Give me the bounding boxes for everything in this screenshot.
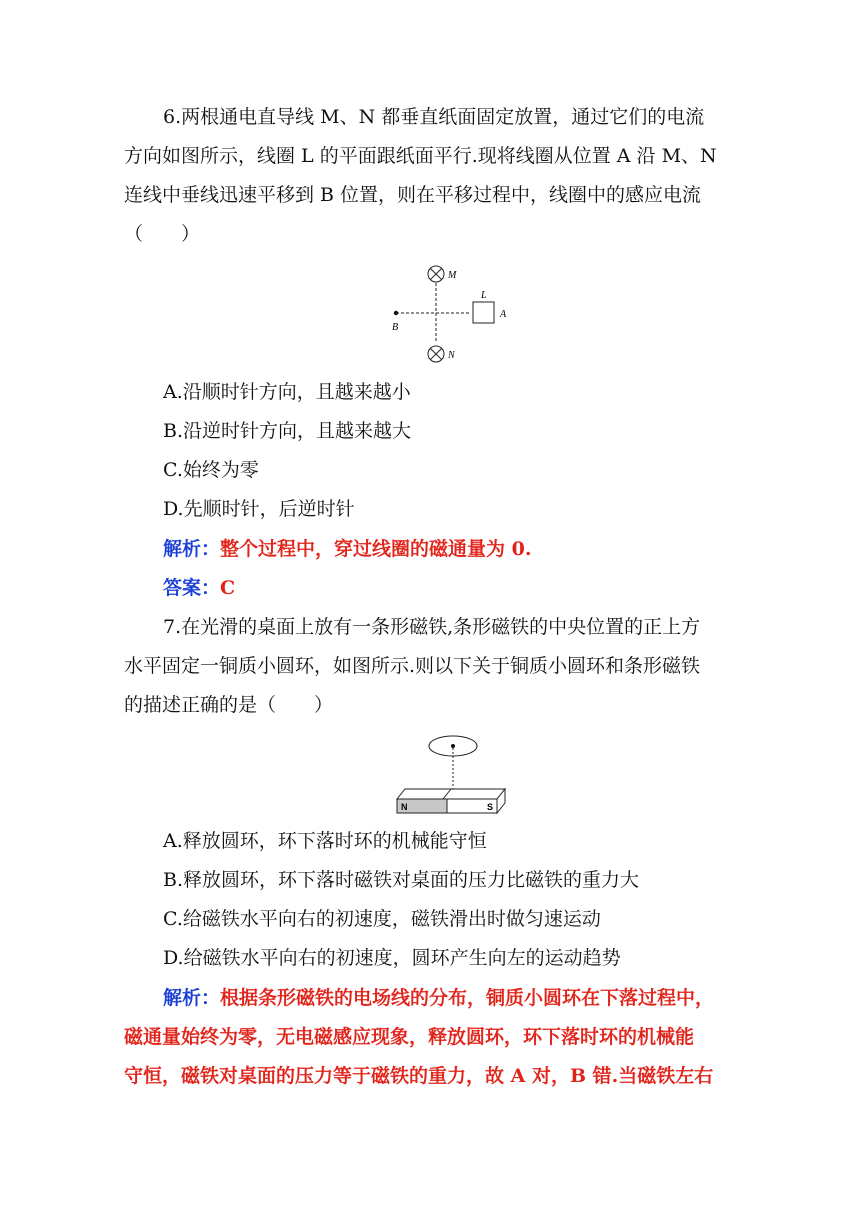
label-m: M <box>448 270 457 281</box>
q7-stem-line-1: 7.在光滑的桌面上放有一条形磁铁,条形磁铁的中央位置的正上方 <box>163 616 701 638</box>
label-north: N <box>401 802 408 812</box>
label-b: B <box>392 322 399 333</box>
label-south: S <box>487 802 494 812</box>
q6-option-d: D.先顺时针，后逆时针 <box>163 498 355 520</box>
q6-analysis <box>163 537 531 561</box>
ring-center-dot <box>451 744 455 748</box>
coil-l-square <box>473 302 494 323</box>
q7-option-a: A.释放圆环，环下落时环的机械能守恒 <box>163 830 487 852</box>
q7-analysis-line-1 <box>163 986 714 1010</box>
q6-answer-label: 答案： <box>163 577 221 599</box>
q7-analysis-line-2: 磁通量始终为零，无电磁感应现象，释放圆环，环下落时环的机械能 <box>124 1026 695 1048</box>
q6-figure <box>385 258 515 370</box>
q6-answer-text: C <box>220 577 236 599</box>
q7-figure <box>393 732 513 816</box>
wire-m-into-page-icon <box>428 266 444 282</box>
q7-analysis-label: 解析： <box>163 987 221 1009</box>
q6-option-c: C.始终为零 <box>163 459 259 481</box>
q6-option-a: A.沿顺时针方向，且越来越小 <box>163 381 411 403</box>
q6-option-b: B.沿逆时针方向，且越来越大 <box>163 420 412 442</box>
q7-option-d: D.给磁铁水平向右的初速度，圆环产生向左的运动趋势 <box>163 947 621 969</box>
label-a: A <box>500 309 507 320</box>
wire-n-into-page-icon <box>428 346 444 362</box>
q6-analysis-label: 解析： <box>163 538 221 560</box>
q7-option-b: B.释放圆环，环下落时磁铁对桌面的压力比磁铁的重力大 <box>163 869 640 891</box>
q7-stem-line-2: 水平固定一铜质小圆环，如图所示.则以下关于铜质小圆环和条形磁铁 <box>124 655 701 677</box>
q7-stem-line-3: 的描述正确的是（ ） <box>124 694 334 716</box>
label-l: L <box>481 290 487 301</box>
q7-option-c: C.给磁铁水平向右的初速度，磁铁滑出时做匀速运动 <box>163 908 601 930</box>
q6-stem-line-1: 6.两根通电直导线 M、N 都垂直纸面固定放置，通过它们的电流 <box>163 106 705 128</box>
q6-stem-line-2: 方向如图所示，线圈 L 的平面跟纸面平行.现将线圈从位置 A 沿 M、N <box>124 145 717 167</box>
q6-stem-line-3: 连线中垂线迅速平移到 B 位置，则在平移过程中，线圈中的感应电流 <box>124 184 702 206</box>
q6-analysis-text: 整个过程中，穿过线圈的磁通量为 0. <box>220 538 532 560</box>
q7-analysis-text-1: 根据条形磁铁的电场线的分布，铜质小圆环在下落过程中， <box>220 987 715 1009</box>
point-b <box>394 311 398 315</box>
q6-answer <box>163 576 235 600</box>
q7-analysis-line-3: 守恒，磁铁对桌面的压力等于磁铁的重力，故 A 对，B 错.当磁铁左右 <box>124 1065 714 1087</box>
q6-stem-line-4: （ ） <box>124 223 201 245</box>
label-n: N <box>448 350 455 361</box>
magnet-top-face <box>397 789 505 799</box>
